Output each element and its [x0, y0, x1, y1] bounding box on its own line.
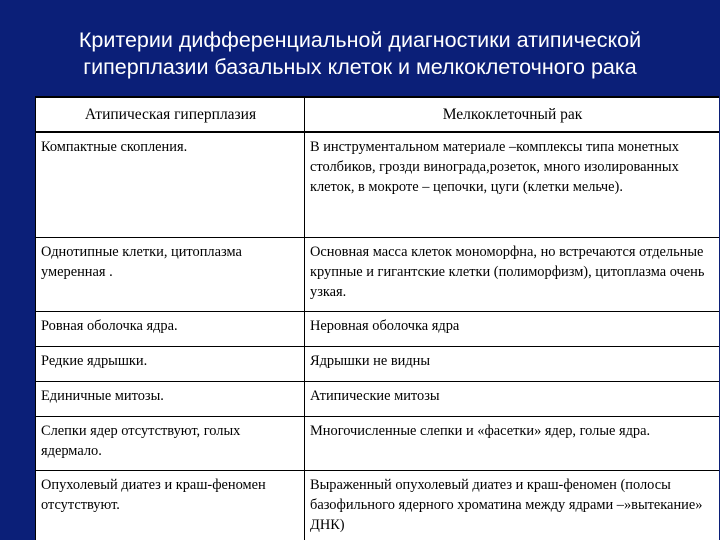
header-atypical-hyperplasia: Атипическая гиперплазия	[36, 97, 305, 132]
table-row	[36, 471, 720, 540]
slide-title-line-2: гиперплазии базальных клеток и мелкоклеточного рака	[83, 55, 637, 79]
table-row	[36, 347, 720, 382]
cell-small-cell: Многочисленные слепки и «фасетки» ядер, голые ядра.	[305, 417, 720, 471]
cell-small-cell: Неровная оболочка ядра	[305, 312, 720, 347]
table-row	[36, 382, 720, 417]
cell-atypical: Компактные скопления.	[36, 132, 305, 238]
cell-atypical: Ровная оболочка ядра.	[36, 312, 305, 347]
table-row	[36, 417, 720, 471]
table-row	[36, 312, 720, 347]
table-header-row	[36, 97, 720, 132]
cell-atypical: Редкие ядрышки.	[36, 347, 305, 382]
cell-small-cell: Атипические митозы	[305, 382, 720, 417]
cell-small-cell: Выраженный опухолевый диатез и краш-феномен (полосы базофильного ядерного хроматина между ядрами –»вытекание» ДНК)	[305, 471, 720, 540]
table-row	[36, 132, 720, 238]
cell-small-cell: Основная масса клеток мономорфна, но встречаются отдельные крупные и гигантские клетки (полиморфизм), цитоплазма очень узкая.	[305, 238, 720, 312]
cell-atypical: Однотипные клетки, цитоплазма умеренная .	[36, 238, 305, 312]
cell-atypical: Единичные митозы.	[36, 382, 305, 417]
cell-atypical: Опухолевый диатез и краш-феномен отсутствуют.	[36, 471, 305, 540]
comparison-table-container	[35, 96, 719, 540]
comparison-table	[35, 96, 719, 540]
cell-atypical: Слепки ядер отсутствуют, голых ядермало.	[36, 417, 305, 471]
slide-title	[0, 27, 720, 81]
slide-title-line-1: Критерии дифференциальной диагностики атипической	[78, 28, 642, 52]
cell-small-cell: Ядрышки не видны	[305, 347, 720, 382]
table-row	[36, 238, 720, 312]
header-small-cell-carcinoma: Мелкоклеточный рак	[305, 97, 720, 132]
cell-small-cell: В инструментальном материале –комплексы типа монетных столбиков, грозди винограда,розеток, много изолированных клеток, в мокроте – цепочки, цуги (клетки мельче).	[305, 132, 720, 238]
